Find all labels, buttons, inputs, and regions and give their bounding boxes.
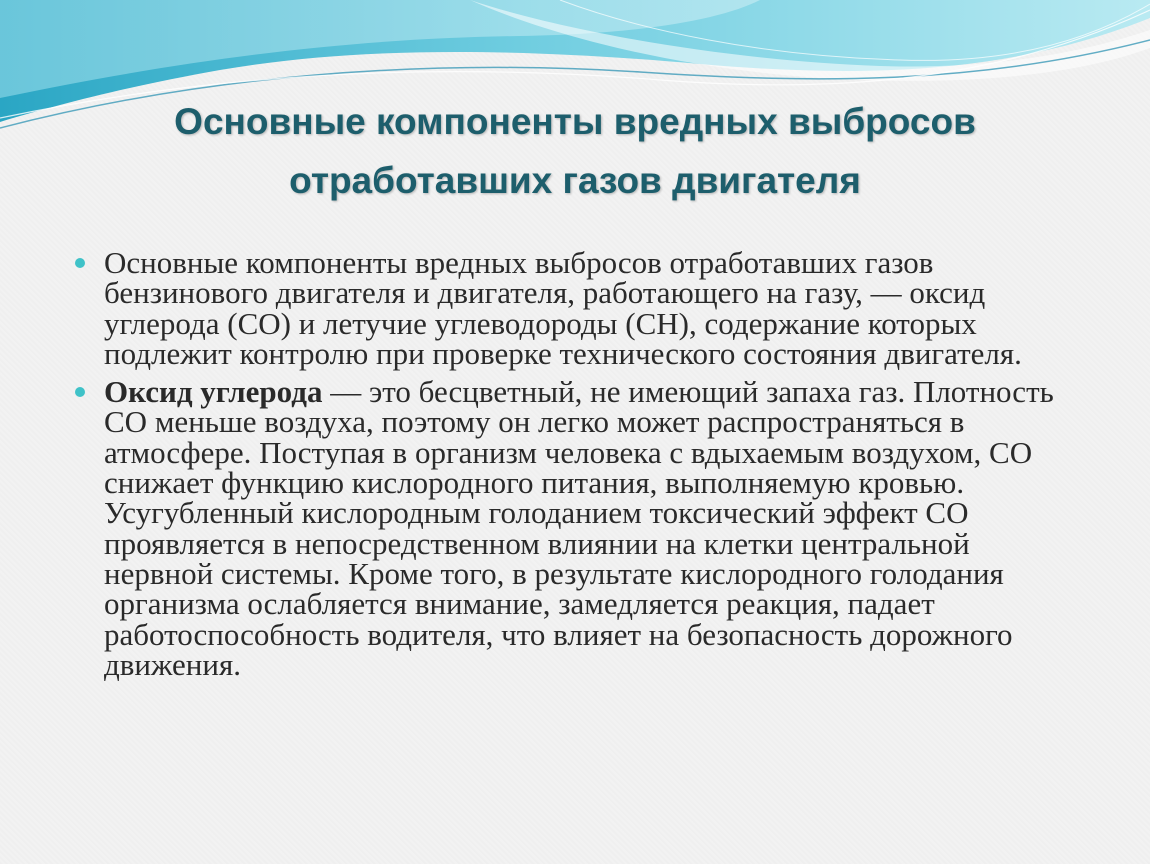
slide-body xyxy=(72,245,1082,688)
bullet-text: — это бесцветный, не имеющий запаха газ. Плотность СО меньше воздуха, поэтому он легко может распространяться в атмосфере. Поступая в организм человека с вдыхаемым воздухом, СО снижает функцию кислородного питания, выполняемую кровью. Усугубленный кислородным голоданием токсический эффект СО проявляется в непосредственном влиянии на клетки центральной нервной системы. Кроме того, в результате кислородного голодания организма ослабляется внимание, замедляется реакция, падает работоспособность водителя, что влияет на безопасность дорожного движения. xyxy=(104,374,1054,682)
bullet-item xyxy=(72,245,1082,371)
slide-title-line-1: Основные компоненты вредных выбросов xyxy=(174,101,976,142)
bullet-text: Основные компоненты вредных выбросов отработавших газов бензинового двигателя и двигателя, работающего на газу, — оксид углерода (СО) и летучие углеводороды (СН), содержание которых подлежит контролю при проверке технического состояния двигателя. xyxy=(104,245,1022,371)
bullet-bold-term: Оксид углерода xyxy=(104,374,323,410)
bullet-item xyxy=(72,374,1082,682)
slide-title-line-2: отработавших газов двигателя xyxy=(289,160,861,201)
bullet-dot-icon xyxy=(75,258,85,268)
bullet-dot-icon xyxy=(75,387,85,397)
slide-title xyxy=(0,92,1150,210)
